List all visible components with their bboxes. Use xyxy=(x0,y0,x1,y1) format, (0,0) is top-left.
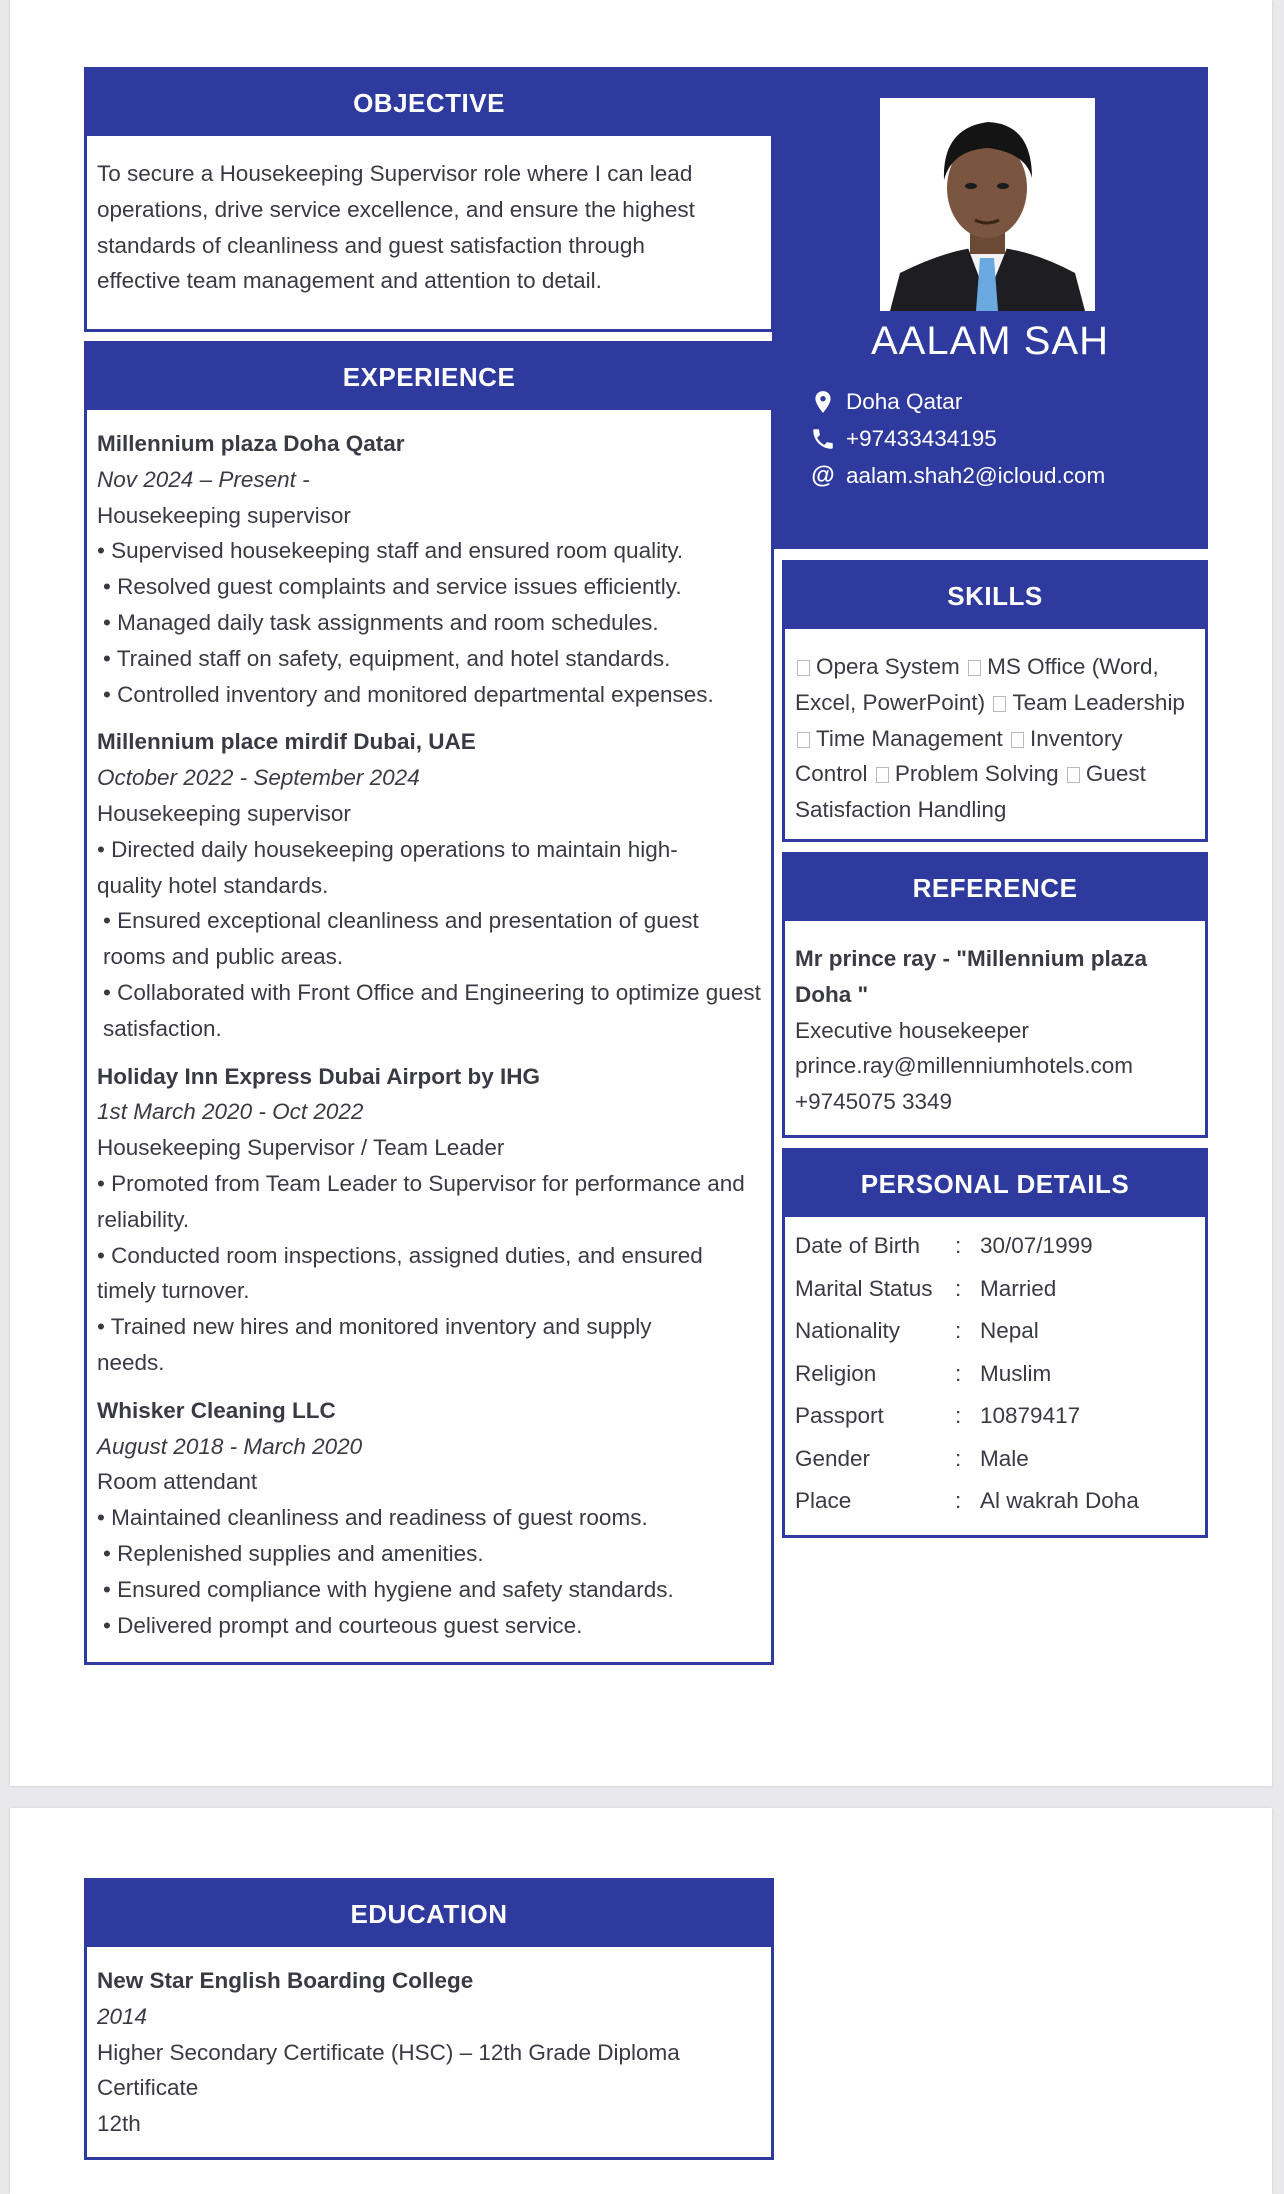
objective-line: To secure a Housekeeping Supervisor role where I can lead xyxy=(97,161,693,186)
job-organization: Millennium place mirdif Dubai, UAE xyxy=(97,729,476,755)
job-title: Housekeeping supervisor xyxy=(97,502,351,528)
job-bullet: • Resolved guest complaints and service issues efficiently. xyxy=(103,574,682,600)
skill-item: Team Leadership xyxy=(1012,689,1185,715)
bullet-box-icon xyxy=(993,696,1006,712)
job-bullet: • Managed daily task assignments and room schedules. xyxy=(103,609,659,635)
location-text: Doha Qatar xyxy=(846,389,963,414)
detail-value: Nepal xyxy=(980,1318,1039,1343)
bullet-box-icon xyxy=(797,732,810,748)
detail-value: Muslim xyxy=(980,1360,1052,1386)
experience-heading: EXPERIENCE xyxy=(87,344,771,410)
skill-item: Time Management xyxy=(816,725,1003,751)
profile-photo xyxy=(880,98,1095,311)
objective-line: operations, drive service excellence, and ensure the highest xyxy=(97,196,695,222)
resume-page-1 xyxy=(10,0,1272,1786)
skill-item: Inventory Control xyxy=(795,725,1123,787)
experience-section xyxy=(84,341,774,1665)
job-entry xyxy=(97,426,761,712)
reference-email: prince.ray@millenniumhotels.com xyxy=(795,1053,1133,1079)
detail-value: Male xyxy=(980,1445,1029,1471)
reference-body xyxy=(785,921,1205,1120)
detail-label: Date of Birth xyxy=(795,1233,921,1258)
school-name: New Star English Boarding College xyxy=(97,1968,474,1993)
job-bullet: • Delivered prompt and courteous guest service. xyxy=(103,1612,583,1638)
job-organization: Holiday Inn Express Dubai Airport by IHG xyxy=(97,1063,540,1089)
detail-separator: : xyxy=(955,1275,962,1301)
bullet-box-icon xyxy=(1067,767,1080,783)
email-text: aalam.shah2@icloud.com xyxy=(846,463,1106,488)
detail-value: Al wakrah Doha xyxy=(980,1488,1139,1513)
job-dates: Nov 2024 – Present - xyxy=(97,466,310,492)
phone-text: +97433434195 xyxy=(846,426,997,451)
detail-label: Nationality xyxy=(795,1318,901,1343)
skills-list xyxy=(785,629,1205,828)
detail-separator: : xyxy=(955,1360,962,1386)
personal-details-body xyxy=(785,1217,1205,1523)
profile-card xyxy=(772,67,1208,549)
job-bullet: • Promoted from Team Leader to Supervisor for performance and reliability. xyxy=(97,1170,745,1232)
job-bullet: • Trained staff on safety, equipment, and hotel standards. xyxy=(103,645,671,671)
detail-value: 30/07/1999 xyxy=(980,1233,1093,1258)
education-body xyxy=(87,1947,771,2142)
job-organization: Millennium plaza Doha Qatar xyxy=(97,431,405,456)
job-bullet: • Replenished supplies and amenities. xyxy=(103,1540,484,1566)
job-bullet: • Conducted room inspections, assigned duties, and ensured timely turnover. xyxy=(97,1242,703,1304)
skill-item: Guest Satisfaction Handling xyxy=(795,761,1146,823)
detail-value: 10879417 xyxy=(980,1403,1081,1428)
job-entry xyxy=(97,1393,761,1644)
detail-label: Religion xyxy=(795,1360,877,1386)
contact-email xyxy=(810,463,1105,489)
detail-label: Place xyxy=(795,1488,852,1513)
detail-label: Marital Status xyxy=(795,1275,933,1301)
job-dates: August 2018 - March 2020 xyxy=(97,1433,363,1459)
reference-role: Executive housekeeper xyxy=(795,1017,1029,1043)
education-level: 12th xyxy=(97,2111,141,2137)
reference-name-cont: Doha " xyxy=(795,981,869,1007)
objective-text xyxy=(87,136,771,299)
job-bullet: • Ensured exceptional cleanliness and presentation of guest rooms and public areas. xyxy=(103,908,699,970)
job-bullet: • Controlled inventory and monitored departmental expenses. xyxy=(103,681,714,707)
detail-value: Married xyxy=(980,1275,1057,1301)
objective-line: standards of cleanliness and guest satisfaction through xyxy=(97,232,645,258)
job-title: Housekeeping Supervisor / Team Leader xyxy=(97,1135,505,1161)
education-year: 2014 xyxy=(97,2003,148,2029)
detail-row xyxy=(795,1310,1139,1353)
job-bullet: • Directed daily housekeeping operations to maintain high-quality hotel standards. xyxy=(97,836,678,898)
experience-body xyxy=(87,410,771,1643)
reference-phone: +9745075 3349 xyxy=(795,1089,953,1115)
job-title: Room attendant xyxy=(97,1469,258,1495)
job-dates: October 2022 - September 2024 xyxy=(97,765,420,791)
detail-separator: : xyxy=(955,1445,962,1471)
detail-separator: : xyxy=(955,1488,962,1513)
education-heading: EDUCATION xyxy=(87,1881,771,1947)
job-bullet: • Maintained cleanliness and readiness of guest rooms. xyxy=(97,1505,648,1531)
education-degree: Higher Secondary Certificate (HSC) – 12th Grade Diploma Certificate xyxy=(97,2039,680,2101)
reference-section xyxy=(782,852,1208,1138)
job-bullet: • Supervised housekeeping staff and ensured room quality. xyxy=(97,538,684,564)
skills-section xyxy=(782,560,1208,842)
detail-separator: : xyxy=(955,1403,962,1428)
job-entry xyxy=(97,1059,761,1381)
detail-label: Passport xyxy=(795,1403,884,1428)
candidate-name: AALAM SAH xyxy=(871,319,1109,363)
detail-row xyxy=(795,1353,1139,1396)
detail-row xyxy=(795,1268,1139,1311)
detail-row xyxy=(795,1438,1139,1481)
reference-heading: REFERENCE xyxy=(785,855,1205,921)
skill-item: MS Office (Word, Excel, PowerPoint) xyxy=(795,654,1159,715)
job-bullet: • Trained new hires and monitored inventory and supply needs. xyxy=(97,1314,652,1375)
bullet-box-icon xyxy=(1011,732,1024,748)
education-section xyxy=(84,1878,774,2160)
personal-details-section xyxy=(782,1148,1208,1538)
reference-name: Mr prince ray - "Millennium plaza xyxy=(795,946,1147,971)
job-bullet: • Collaborated with Front Office and Engineering to optimize guest satisfaction. xyxy=(103,979,761,1041)
objective-section xyxy=(84,67,774,332)
objective-heading: OBJECTIVE xyxy=(87,70,771,136)
bullet-box-icon xyxy=(797,660,810,676)
portrait-image xyxy=(880,98,1095,311)
skill-item: Opera System xyxy=(816,654,960,679)
resume-page-2 xyxy=(10,1808,1272,2194)
contact-phone xyxy=(810,426,997,452)
contact-location xyxy=(810,389,962,415)
location-pin-icon xyxy=(810,389,836,415)
at-icon: @ xyxy=(811,462,835,489)
personal-details-heading: PERSONAL DETAILS xyxy=(785,1151,1205,1217)
detail-separator: : xyxy=(955,1318,962,1343)
detail-separator: : xyxy=(955,1233,962,1258)
skill-item: Problem Solving xyxy=(894,761,1059,787)
detail-row xyxy=(795,1225,1139,1268)
detail-row xyxy=(795,1395,1139,1438)
job-entry xyxy=(97,724,761,1046)
personal-details-table xyxy=(795,1225,1139,1523)
detail-label: Gender xyxy=(795,1445,871,1471)
job-organization: Whisker Cleaning LLC xyxy=(97,1397,336,1423)
bullet-box-icon xyxy=(876,767,889,783)
detail-row xyxy=(795,1480,1139,1523)
job-title: Housekeeping supervisor xyxy=(97,800,351,826)
phone-icon xyxy=(810,426,836,452)
bullet-box-icon xyxy=(968,660,981,676)
skills-heading: SKILLS xyxy=(785,563,1205,629)
job-dates: 1st March 2020 - Oct 2022 xyxy=(97,1099,364,1125)
objective-line: effective team management and attention to detail. xyxy=(97,268,602,294)
job-bullet: • Ensured compliance with hygiene and safety standards. xyxy=(103,1576,674,1602)
